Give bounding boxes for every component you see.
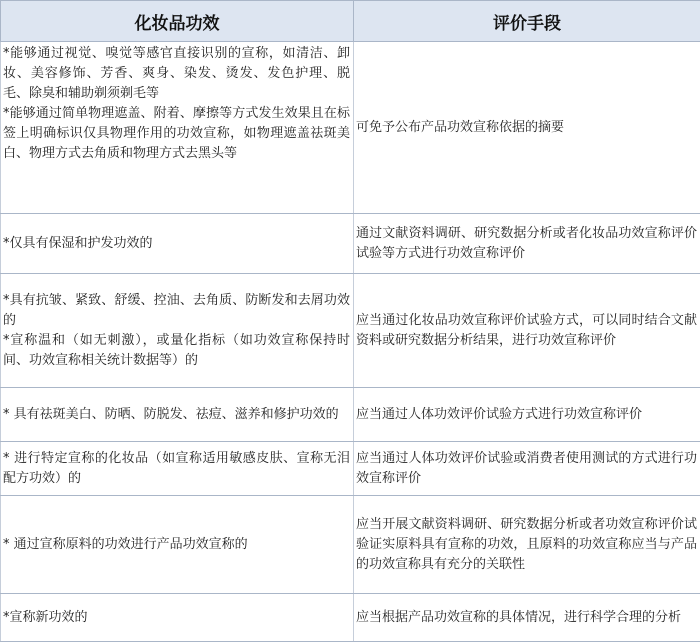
method-cell: 可免予公布产品功效宣称依据的摘要 bbox=[354, 42, 700, 214]
header-efficacy: 化妆品功效 bbox=[1, 1, 354, 42]
efficacy-cell bbox=[1, 594, 354, 642]
efficacy-text: *能够通过视觉、嗅觉等感官直接识别的宣称，如清洁、卸妆、美容修饰、芳香、爽身、染发、烫发、发色护理、脱毛、除臭和辅助剃须剃毛等 bbox=[3, 46, 350, 101]
efficacy-text: *仅具有保湿和护发功效的 bbox=[3, 235, 153, 251]
method-cell: 应当开展文献资料调研、研究数据分析或者功效宣称评价试验证实原料具有宣称的功效，且原料的功效宣称应当与产品的功效宣称具有充分的关联性 bbox=[354, 496, 700, 594]
efficacy-text: *宣称新功效的 bbox=[3, 609, 88, 625]
table-row bbox=[1, 274, 700, 388]
efficacy-text: *宣称温和（如无刺激），或量化指标（如功效宣称保持时间、功效宣称相关统计数据等）的 bbox=[3, 332, 350, 368]
method-cell: 应当通过人体功效评价试验方式进行功效宣称评价 bbox=[354, 388, 700, 442]
efficacy-text: * 具有祛斑美白、防晒、防脱发、祛痘、滋养和修护功效的 bbox=[3, 406, 339, 422]
efficacy-text: *具有抗皱、紧致、舒缓、控油、去角质、防断发和去屑功效的 bbox=[3, 292, 350, 328]
method-cell: 通过文献资料调研、研究数据分析或者化妆品功效宣称评价试验等方式进行功效宣称评价 bbox=[354, 214, 700, 274]
table-row bbox=[1, 594, 700, 642]
efficacy-cell bbox=[1, 496, 354, 594]
efficacy-cell bbox=[1, 388, 354, 442]
efficacy-cell bbox=[1, 214, 354, 274]
table-row bbox=[1, 496, 700, 594]
method-cell: 应当根据产品功效宣称的具体情况，进行科学合理的分析 bbox=[354, 594, 700, 642]
header-evaluation-method: 评价手段 bbox=[354, 1, 700, 42]
table-row bbox=[1, 388, 700, 442]
header-row bbox=[1, 1, 700, 42]
efficacy-text: *能够通过简单物理遮盖、附着、摩擦等方式发生效果且在标签上明确标识仅具物理作用的功效宣称，如物理遮盖祛斑美白、物理方式去角质和物理方式去黑头等 bbox=[3, 106, 350, 161]
table-row bbox=[1, 214, 700, 274]
efficacy-text: * 通过宣称原料的功效进行产品功效宣称的 bbox=[3, 536, 248, 552]
efficacy-cell bbox=[1, 274, 354, 388]
table-row bbox=[1, 442, 700, 496]
method-cell: 应当通过化妆品功效宣称评价试验方式，可以同时结合文献资料或研究数据分析结果，进行功效宣称评价 bbox=[354, 274, 700, 388]
table-row bbox=[1, 42, 700, 214]
method-cell: 应当通过人体功效评价试验或消费者使用测试的方式进行功效宣称评价 bbox=[354, 442, 700, 496]
efficacy-cell bbox=[1, 42, 354, 214]
efficacy-cell bbox=[1, 442, 354, 496]
efficacy-text: * 进行特定宣称的化妆品（如宣称适用敏感皮肤、宣称无泪配方功效）的 bbox=[3, 450, 350, 486]
